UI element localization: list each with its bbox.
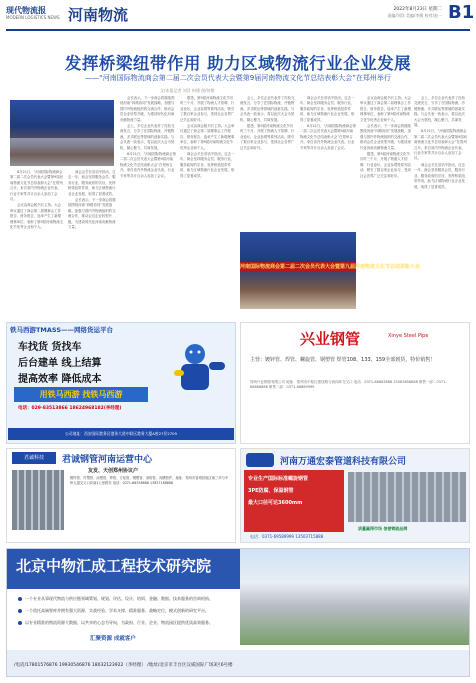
ad-tiema-banner: 用铁马西游 找铁马西游 bbox=[14, 387, 148, 402]
ad-tiema-slogan: 提高效率 降低成本 bbox=[18, 374, 102, 385]
pipes-image bbox=[12, 470, 64, 530]
article-column-8 bbox=[414, 96, 468, 316]
mascot-illustration bbox=[160, 340, 230, 400]
audience-photo-strip bbox=[10, 138, 114, 166]
newspaper-brand: 现代物流报 bbox=[6, 6, 46, 15]
group-photo-banner: 河南国际物流商会第二届二次会员代表大会暨第九届河南物流文化节总结表彰大会 bbox=[240, 264, 421, 270]
section-title: 河南物流 bbox=[68, 6, 129, 24]
issue-date: 2022年8月23日 星期二 bbox=[393, 7, 442, 12]
junshi-logo: 君诚科技 bbox=[12, 452, 56, 464]
article-column-1 bbox=[10, 170, 64, 315]
bullet-icon bbox=[18, 597, 22, 601]
page-number: B1 bbox=[448, 2, 475, 23]
article-column-7 bbox=[360, 96, 412, 316]
ad-junshi-title: 君诚钢管河南运营中心 bbox=[62, 455, 153, 465]
article-column-2 bbox=[68, 170, 118, 315]
article-paragraph: 会上，多位企业代表作了经验交流发言，分享了在国际物流、冷链物流、多式联运等领域的创新实践。与会代表一致表示，将以此次大会为契机，凝心聚力，共谋发展。 bbox=[414, 96, 466, 128]
ad-zhongwu-contact: /电话/17801576876 19930546876 18032123922（李经理） /地址/北京市丰台区汉威国际广场3区6号楼 bbox=[14, 663, 233, 668]
header-rule bbox=[6, 29, 470, 31]
article-paragraph: 会长表示，下一步商会将继续围绕河南“四路协同”发展战略，加强与国内外物流组织的交流合作，推动会员企业转型升级，为建设现代化河南贡献物流力量。 bbox=[360, 124, 412, 150]
article-paragraph: 据悉，第9届河南物流文化节历时三个月，开展了物流人才招聘、行业论坛、企业参观等系列活动，吸引了数百家企业参与，受到社会各界广泛关注和好评。 bbox=[360, 152, 411, 178]
article-paragraph: 商会会长在讲话中指出，过去一年，商会坚持服务会员、服务行业、服务政府的宗旨，发挥桥梁纽带作用，助力区域物流行业企业发展，取得了显著成效。 bbox=[68, 170, 116, 196]
ad-junshi-subtitle: 友发、天创郑州协议户 bbox=[88, 468, 139, 474]
article-paragraph: 据悉，第9届河南物流文化节历时三个月，开展了物流人才招聘、行业论坛、企业参观等系列活动，吸引了数百家企业参与，受到社会各界广泛关注和好评。 bbox=[180, 96, 235, 122]
ad-wantong-line: 专业生产国际标准螺旋钢管 bbox=[248, 476, 309, 482]
ad-wantong-line: 最大口径可达3600mm bbox=[248, 500, 303, 506]
article-headline: 发挥桥梁纽带作用 助力区域物流行业企业发展 bbox=[64, 54, 412, 73]
article-paragraph: 会议由商会秘书长主持。大会审议通过了商会第二届理事会工作报告、财务报告，选举产生了新增理事单位，表彰了第9届河南物流文化节优秀企业和个人。 bbox=[10, 203, 64, 230]
ad-xingye-title: 兴业钢管 bbox=[300, 330, 361, 348]
ad-zhongwu-slogan: 汇聚资源 成就客户 bbox=[90, 636, 136, 642]
article-column-4 bbox=[180, 96, 236, 316]
article-column-5 bbox=[240, 96, 296, 228]
article-paragraph: 会上，多位企业代表作了经验交流发言，分享了在国际物流、冷链物流、多式联运等领域的创新实践。与会代表一致表示，将以此次大会为契机，凝心聚力，共谋发展。 bbox=[240, 96, 295, 122]
ad-tiema-slogan: 车找货 货找车 bbox=[18, 342, 82, 353]
article-subhead: ——“河南国际物流商会第二届二次会员代表大会暨第9届河南物流文化节总结表彰大会”在郑州举行 bbox=[85, 74, 391, 82]
ad-zhongwu-bullet: 以专业精准的物流资源大数据，以共享的心态为导向，为政府、行业、企业、物流园区提供优质高效服务。 bbox=[18, 620, 244, 626]
ad-tiema-phone: 电话：029-83513866 18624968182(李经理) bbox=[18, 406, 122, 411]
ad-junshi-text: 镀锌管、衬塑管、涂塑管、焊管、方矩管、钢塑管、消防管、沟槽管件。地址：郑州市管城回族区南三环与中州大道交叉口向南1公里路东 电话：0371-66358888 13837188888 bbox=[70, 476, 229, 485]
article-paragraph: 8月21日，“河南国际物流商会第二届二次会员代表大会暨第9届河南物流文化节总结表彰大会”在郑州召开。来自省内外物流企业代表、行业专家等共计百余人参加了会议。 bbox=[120, 152, 176, 178]
article-paragraph: 据悉，第9届河南物流文化节历时三个月，开展了物流人才招聘、行业论坛、企业参观等系列活动，吸引了数百家企业参与，受到社会各界广泛关注和好评。 bbox=[240, 124, 295, 150]
article-paragraph: 8月21日，“河南国际物流商会第二届二次会员代表大会暨第9届河南物流文化节总结表彰大会”在郑州召开。来自省内外物流企业代表、行业专家等共计百余人参加了会议。 bbox=[10, 170, 64, 202]
article-paragraph: 8月21日，“河南国际物流商会第二届二次会员代表大会暨第9届河南物流文化节总结表彰大会”在郑州召开。来自省内外物流企业代表、行业专家等共计百余人参加了会议。 bbox=[300, 124, 356, 150]
city-aerial-image bbox=[240, 549, 469, 645]
article-paragraph: 8月21日，“河南国际物流商会第二届二次会员代表大会暨第9届河南物流文化节总结表彰大会”在郑州召开。来自省内外物流企业代表、行业专家等共计百余人参加了会议。 bbox=[414, 129, 468, 161]
ad-tiema-slogan: 后台建单 线上结算 bbox=[18, 358, 102, 369]
newspaper-brand-sub: MODERN LOGISTICS NEWS bbox=[6, 15, 60, 20]
article-paragraph: 商会会长在讲话中指出，过去一年，商会坚持服务会员、服务行业、服务政府的宗旨，发挥桥梁纽带作用，助力区域物流行业企业发展，取得了显著成效。 bbox=[180, 152, 235, 178]
ad-xingye-details: 郑州兴业钢管有限公司 地址：郑州市中原区建设路与西四环交叉口 电话：0371-68863888 15083858888 销售一部：0371-68868888 销售二部：0371-68869999 bbox=[250, 380, 447, 389]
article-paragraph: 会议由商会秘书长主持。大会审议通过了商会第二届理事会工作报告、财务报告，选举产生了新增理事单位，表彰了第9届河南物流文化节优秀企业和个人。 bbox=[360, 96, 412, 122]
article-paragraph: 会议由商会秘书长主持。大会审议通过了商会第二届理事会工作报告、财务报告，选举产生了新增理事单位，表彰了第9届河南物流文化节优秀企业和个人。 bbox=[180, 124, 235, 150]
article-byline: 文/本报记者 刘洋 何建 图/何建 bbox=[160, 88, 215, 93]
article-paragraph: 会上，多位企业代表作了经验交流发言，分享了在国际物流、冷链物流、多式联运等领域的创新实践。与会代表一致表示，将以此次大会为契机，凝心聚力，共谋发展。 bbox=[120, 124, 175, 150]
article-paragraph: 商会会长在讲话中指出，过去一年，商会坚持服务会员、服务行业、服务政府的宗旨，发挥桥梁纽带作用，助力区域物流行业企业发展，取得了显著成效。 bbox=[300, 96, 355, 122]
ad-xingye-title-en: Xinye Steel Pipe bbox=[388, 333, 429, 339]
steel-pipe-image bbox=[348, 472, 466, 522]
ad-tiema-title: 铁马西游TMASS——网络货运平台 bbox=[10, 326, 114, 334]
editor-credits: 责编/刘洋 美编/李敏 校对/赵一 bbox=[387, 13, 442, 18]
wantong-logo bbox=[246, 453, 274, 467]
ad-xingye-main: 主营：镀锌管、焊管、螺旋管、钢塑管 焊管108、133、159全部到货，特价销售！ bbox=[250, 357, 436, 363]
bullet-icon bbox=[18, 609, 22, 613]
ad-zhongwu-bullet: 一个专业从事现代物流与供应链领域策划、规划、评估、设计、培训、金融、数据、技术服务的咨询机构。 bbox=[18, 596, 244, 602]
ad-wantong-line: 3PE防腐、保温钢管 bbox=[248, 488, 294, 494]
ad-wantong-title: 河南万通宏泰管道科技有限公司 bbox=[280, 457, 407, 467]
ad-zhongwu-bullet: 一个依托高端智库并拥有强大资源、实战经验、学术支撑、精准服务、战略定位、模式创新的研究平台。 bbox=[18, 608, 244, 614]
ad-wantong-phone: 电话：0371-69589999 13503715888 bbox=[250, 534, 324, 539]
article-paragraph: 会长表示，下一步商会将继续围绕河南“四路协同”发展战略，加强与国内外物流组织的交流合作，推动会员企业转型升级，为建设现代化河南贡献物流力量。 bbox=[68, 198, 116, 230]
article-column-6 bbox=[300, 96, 356, 228]
article-paragraph: 商会会长在讲话中指出，过去一年，商会坚持服务会员、服务行业、服务政府的宗旨，发挥桥梁纽带作用，助力区域物流行业企业发展，取得了显著成效。 bbox=[414, 162, 466, 189]
ad-wantong-slogan: 质量赢得市场 信誉铸就品牌 bbox=[358, 526, 408, 531]
bullet-icon bbox=[18, 621, 22, 625]
article-paragraph: 会长表示，下一步商会将继续围绕河南“四路协同”发展战略，加强与国内外物流组织的交流合作，推动会员企业转型升级，为建设现代化河南贡献物流力量。 bbox=[120, 96, 175, 122]
article-column-3 bbox=[120, 96, 176, 316]
ad-tiema-address: 公司地址：西安国际港务区港务大道中联区港务大厦A座27层2705 bbox=[8, 428, 234, 440]
ad-wantong-red-block bbox=[244, 470, 344, 532]
ad-zhongwu-title: 北京中物汇成工程技术研究院 bbox=[16, 557, 212, 575]
